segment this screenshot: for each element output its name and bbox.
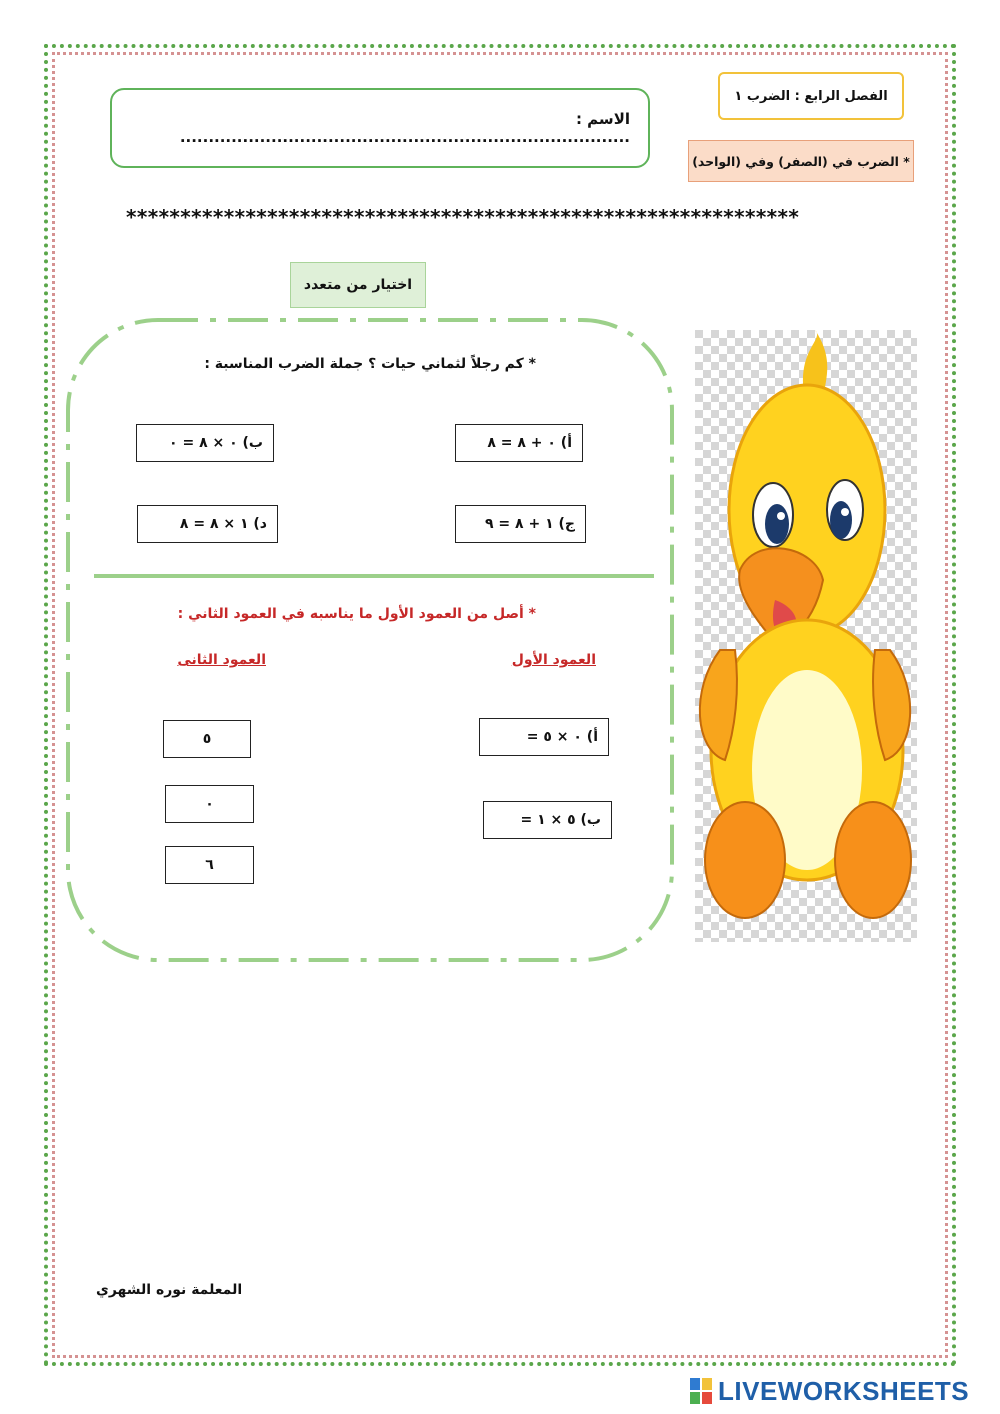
column-2-title: العمود الثانى	[177, 652, 266, 668]
question-match: * أصل من العمود الأول ما يناسبه في العمود الثاني :	[177, 606, 536, 622]
section-divider	[94, 574, 654, 578]
brand-logo[interactable]	[690, 1374, 969, 1408]
star-separator: **************************************************************	[126, 205, 800, 229]
option-d[interactable]: د) ١ × ٨ = ٨	[137, 505, 278, 543]
match-left-a[interactable]: أ) ٠ × ٥ =	[479, 718, 609, 756]
match-right-1[interactable]: ٥	[163, 720, 251, 758]
column-1-title: العمود الأول	[511, 652, 596, 668]
match-right-2[interactable]: ٠	[165, 785, 254, 823]
question-legs: * كم رجلاً لثماني حيات ؟ جملة الضرب المناسبة :	[204, 356, 536, 372]
match-left-b[interactable]: ب) ٥ × ١ =	[483, 801, 612, 839]
liveworksheets-logo-icon	[690, 1378, 712, 1404]
lesson-title: * الضرب في (الصفر) وفي (الواحد)	[688, 140, 914, 182]
unit-title: الفصل الرابع : الضرب ١	[718, 72, 904, 120]
brand-name: LIVEWORKSHEETS	[718, 1375, 970, 1406]
duck-illustration	[695, 330, 917, 942]
name-field[interactable]: الاسم : ...............................................................................	[110, 88, 650, 168]
match-right-3[interactable]: ٦	[165, 846, 254, 884]
option-c[interactable]: ج) ١ + ٨ = ٩	[455, 505, 586, 543]
option-b[interactable]: ب) ٠ × ٨ = ٠	[136, 424, 274, 462]
teacher-name: المعلمة نوره الشهري	[96, 1282, 243, 1298]
option-a[interactable]: أ) ٠ + ٨ = ٨	[455, 424, 583, 462]
section-title-multiple-choice: اختيار من متعدد	[290, 262, 426, 308]
question-frame	[60, 312, 680, 968]
